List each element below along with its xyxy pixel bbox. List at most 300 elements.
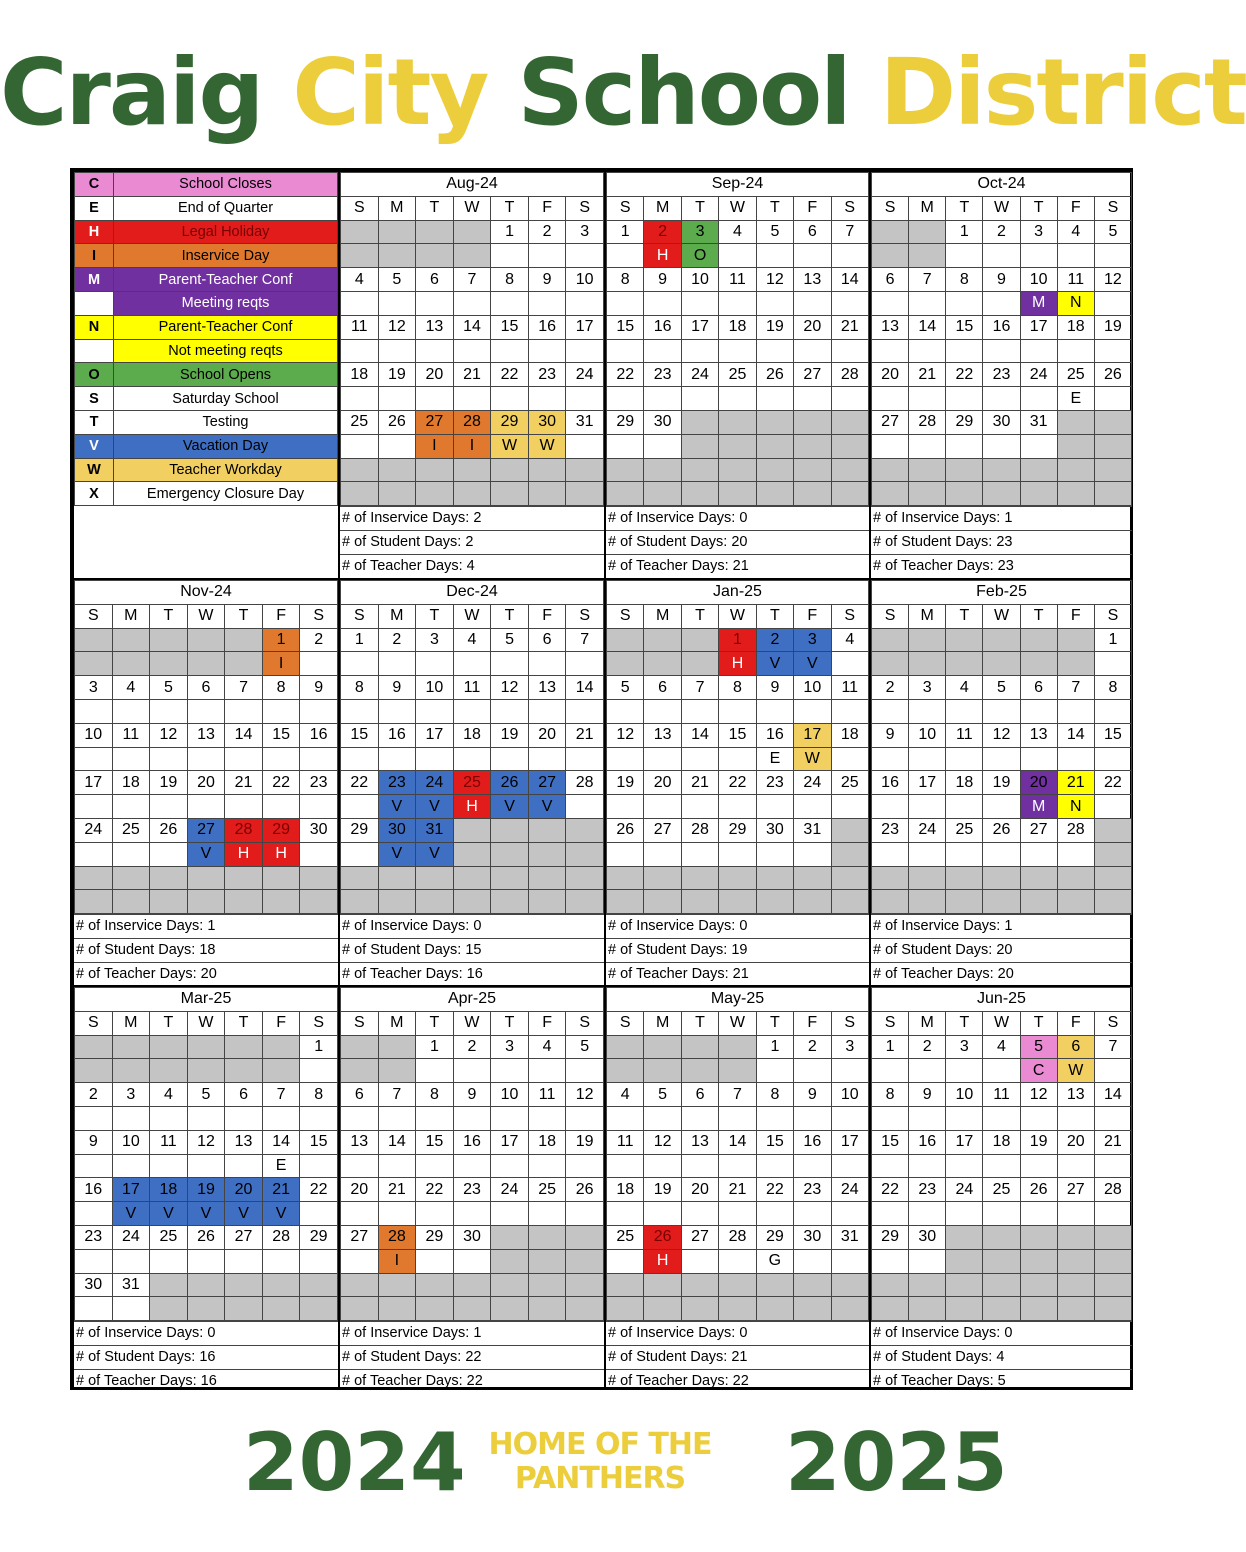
day-code [681,1249,718,1273]
month-oct-24 [870,171,1133,579]
day-of-week: W [983,1011,1020,1035]
empty-day [1057,482,1094,506]
day-of-week: M [112,604,150,628]
empty-day [416,1297,454,1321]
stat-line: # of Student Days: 19 [606,938,869,962]
day-code [794,842,831,866]
day-number: 19 [566,1130,604,1154]
day-code: V [187,842,225,866]
day-code [453,1059,491,1083]
day-number: 18 [946,771,983,795]
day-code [566,747,604,771]
day-code [300,1249,338,1273]
day-code [225,1106,263,1130]
empty-day [946,652,983,676]
day-code [909,291,946,315]
motto-line-2: PANTHERS [514,1461,686,1496]
empty-day [607,628,644,652]
day-code: V [528,795,566,819]
legend-code-n [75,339,114,363]
day-of-week: S [1094,604,1131,628]
empty-day [794,482,831,506]
empty-day [150,1035,188,1059]
empty-day [1020,628,1057,652]
day-code [416,652,454,676]
empty-day [831,818,868,842]
day-number: 24 [831,1178,868,1202]
day-code [341,1202,379,1226]
empty-day [909,628,946,652]
day-of-week: F [1057,604,1094,628]
day-number: 16 [75,1178,113,1202]
day-number: 3 [491,1035,529,1059]
day-code [983,795,1020,819]
month-stats [340,1321,604,1392]
day-code [416,291,454,315]
empty-day [528,818,566,842]
day-number: 11 [607,1130,644,1154]
legend-label: School Closes [114,173,338,197]
empty-day [946,1273,983,1297]
empty-day [1094,818,1131,842]
day-number: 1 [416,1035,454,1059]
day-number: 23 [453,1178,491,1202]
day-number: 14 [1057,723,1094,747]
day-number: 8 [300,1083,338,1107]
empty-day [1057,1249,1094,1273]
day-code [831,291,868,315]
day-number: 1 [756,1035,793,1059]
empty-day [150,652,188,676]
day-number: 2 [909,1035,946,1059]
day-code [983,1202,1020,1226]
empty-day [909,220,946,244]
day-number: 12 [756,268,793,292]
empty-day [262,1059,300,1083]
empty-day [756,458,793,482]
day-number: 22 [416,1178,454,1202]
day-code [75,699,113,723]
empty-day [719,1035,756,1059]
empty-day [831,410,868,434]
day-number: 25 [831,771,868,795]
day-code [794,1202,831,1226]
legend-code-s: S [75,387,114,411]
day-of-week: T [491,1011,529,1035]
day-code: G [756,1249,793,1273]
day-code [453,291,491,315]
day-number: 17 [1020,315,1057,339]
day-number: 7 [378,1083,416,1107]
empty-day [225,1035,263,1059]
day-number: 18 [453,723,491,747]
day-code [644,1202,681,1226]
day-code: H [644,1249,681,1273]
day-number: 10 [112,1130,150,1154]
empty-day [566,818,604,842]
empty-day [644,890,681,914]
day-of-week: T [416,1011,454,1035]
day-number: 20 [416,363,454,387]
day-number: 11 [341,315,379,339]
day-code: H [719,652,756,676]
empty-day [909,1297,946,1321]
day-code [262,1249,300,1273]
legend-label: Not meeting reqts [114,339,338,363]
empty-day [909,890,946,914]
month-table [340,987,604,1321]
day-code [187,747,225,771]
day-code [644,339,681,363]
day-code [872,1059,909,1083]
day-of-week: M [909,196,946,220]
stat-line: # of Teacher Days: 22 [340,1369,604,1393]
empty-day [491,482,529,506]
day-code [341,387,379,411]
day-number: 19 [1094,315,1131,339]
day-code [528,244,566,268]
day-number: 24 [681,363,718,387]
day-code [909,1154,946,1178]
day-number: 7 [719,1083,756,1107]
empty-day [756,434,793,458]
day-number: 28 [681,818,718,842]
day-code [341,747,379,771]
empty-day [262,1297,300,1321]
day-number: 29 [756,1225,793,1249]
day-of-week: S [300,604,338,628]
empty-day [1094,842,1131,866]
day-number: 24 [909,818,946,842]
day-code [528,1154,566,1178]
day-code [1094,244,1131,268]
day-code [644,291,681,315]
empty-day [946,628,983,652]
day-number: 30 [300,818,338,842]
empty-day [453,890,491,914]
empty-day [300,866,338,890]
stat-line: # of Teacher Days: 20 [871,962,1132,986]
day-code [681,842,718,866]
day-code [566,652,604,676]
day-code [453,747,491,771]
empty-day [872,1297,909,1321]
empty-day [756,890,793,914]
day-code [607,339,644,363]
day-number: 18 [341,363,379,387]
day-number: 5 [187,1083,225,1107]
day-number: 3 [75,676,113,700]
empty-day [1094,1273,1131,1297]
day-code [112,1297,150,1321]
day-number: 11 [831,676,868,700]
day-code [341,291,379,315]
day-number: 22 [300,1178,338,1202]
day-number: 16 [528,315,566,339]
day-number: 9 [75,1130,113,1154]
day-code [300,1202,338,1226]
day-code [946,1154,983,1178]
day-of-week: T [225,1011,263,1035]
day-of-week: M [644,196,681,220]
empty-day [341,482,379,506]
day-number: 4 [831,628,868,652]
day-code [528,747,566,771]
empty-day [909,458,946,482]
empty-day [983,482,1020,506]
stat-line: # of Inservice Days: 1 [871,506,1132,530]
day-number: 23 [528,363,566,387]
empty-day [262,890,300,914]
day-of-week: S [341,196,379,220]
day-number: 14 [831,268,868,292]
day-code: M [1020,795,1057,819]
day-code [794,339,831,363]
day-number: 3 [681,220,718,244]
day-code [300,1059,338,1083]
day-number: 17 [831,1130,868,1154]
day-number: 5 [756,220,793,244]
empty-day [187,890,225,914]
legend-label: Emergency Closure Day [114,482,338,506]
day-code [1094,387,1131,411]
empty-day [341,1273,379,1297]
day-number: 25 [983,1178,1020,1202]
day-number: 18 [607,1178,644,1202]
empty-day [719,434,756,458]
empty-day [681,628,718,652]
day-number: 22 [607,363,644,387]
day-code [719,1202,756,1226]
day-of-week: T [416,604,454,628]
day-number: 22 [491,363,529,387]
empty-day [491,1249,529,1273]
day-number: 2 [378,628,416,652]
empty-day [150,628,188,652]
day-code [225,795,263,819]
month-table [74,580,338,914]
empty-day [983,1273,1020,1297]
day-code [681,1154,718,1178]
empty-day [528,458,566,482]
empty-day [378,220,416,244]
day-code [1094,1154,1131,1178]
empty-day [1020,1273,1057,1297]
day-of-week: M [909,1011,946,1035]
day-code [607,699,644,723]
day-code [491,387,529,411]
day-code: I [416,434,454,458]
stat-line: # of Teacher Days: 4 [340,554,604,578]
day-of-week: S [607,1011,644,1035]
day-code [112,1249,150,1273]
empty-day [1057,410,1094,434]
month-stats [871,1321,1132,1392]
day-number: 19 [644,1178,681,1202]
day-number: 13 [187,723,225,747]
stat-line: # of Teacher Days: 16 [74,1369,338,1393]
day-number: 1 [872,1035,909,1059]
empty-day [528,1249,566,1273]
stat-line: # of Student Days: 20 [871,938,1132,962]
day-code [872,699,909,723]
day-code [1057,244,1094,268]
title-word-district: District [879,39,1246,146]
day-number: 21 [1057,771,1094,795]
empty-day [491,1273,529,1297]
day-number: 5 [644,1083,681,1107]
day-code: E [1057,387,1094,411]
day-code [378,339,416,363]
day-code [150,1106,188,1130]
year-right: 2025 [785,1416,1008,1509]
empty-day [225,866,263,890]
day-code [794,795,831,819]
day-of-week: S [341,1011,379,1035]
day-number: 14 [566,676,604,700]
footer [0,1418,1200,1518]
empty-day [909,1273,946,1297]
empty-day [1020,1225,1057,1249]
day-number: 30 [75,1273,113,1297]
day-code [644,1154,681,1178]
day-number: 3 [566,220,604,244]
day-code: C [1020,1059,1057,1083]
empty-day [187,1035,225,1059]
empty-day [1094,1225,1131,1249]
day-number: 6 [1057,1035,1094,1059]
day-number: 10 [566,268,604,292]
day-code [1057,339,1094,363]
day-number: 28 [909,410,946,434]
day-number: 27 [225,1225,263,1249]
day-code [909,387,946,411]
empty-day [756,1273,793,1297]
day-number: 27 [794,363,831,387]
day-number: 8 [341,676,379,700]
day-code [378,652,416,676]
empty-day [112,1035,150,1059]
day-code [112,842,150,866]
day-code [416,1202,454,1226]
stat-line: # of Inservice Days: 0 [606,1321,869,1345]
day-code [983,1154,1020,1178]
empty-day [681,652,718,676]
day-code [566,1202,604,1226]
title-word-city: City [292,39,488,146]
empty-day [872,890,909,914]
day-number: 10 [416,676,454,700]
month-title: Jun-25 [872,988,1132,1012]
empty-day [831,458,868,482]
day-number: 8 [946,268,983,292]
day-number: 13 [794,268,831,292]
day-number: 2 [983,220,1020,244]
empty-day [150,866,188,890]
day-code [112,1106,150,1130]
day-code [300,1106,338,1130]
day-code [1057,1202,1094,1226]
day-code [225,1154,263,1178]
day-code [946,747,983,771]
empty-day [1094,1249,1131,1273]
day-code [946,842,983,866]
legend-blank [75,529,114,552]
day-number: 12 [187,1130,225,1154]
empty-day [1057,890,1094,914]
empty-day [262,1273,300,1297]
day-number: 21 [681,771,718,795]
day-code [453,652,491,676]
day-of-week: F [528,604,566,628]
day-number: 8 [872,1083,909,1107]
day-number: 20 [872,363,909,387]
day-code: V [225,1202,263,1226]
day-number: 19 [1020,1130,1057,1154]
day-code [528,1106,566,1130]
day-of-week: T [946,604,983,628]
month-mar-25 [73,986,339,1390]
day-code [150,699,188,723]
legend-blank [75,506,114,529]
day-of-week: W [187,604,225,628]
day-code [681,699,718,723]
day-number: 28 [378,1225,416,1249]
day-code: E [262,1154,300,1178]
day-number: 3 [112,1083,150,1107]
empty-day [453,818,491,842]
day-number: 17 [681,315,718,339]
legend-label: Vacation Day [114,434,338,458]
empty-day [566,482,604,506]
empty-day [566,1225,604,1249]
day-number: 31 [794,818,831,842]
day-code [644,434,681,458]
day-code: M [1020,291,1057,315]
day-number: 6 [1020,676,1057,700]
legend-code-o: O [75,363,114,387]
month-title: Aug-24 [341,173,604,197]
day-code [607,244,644,268]
empty-day [644,866,681,890]
day-number: 17 [416,723,454,747]
day-code [528,652,566,676]
legend-code-n: N [75,315,114,339]
day-number: 27 [1020,818,1057,842]
day-number: 1 [491,220,529,244]
day-code [566,1106,604,1130]
empty-day [607,482,644,506]
month-stats [606,506,869,577]
empty-day [1057,1297,1094,1321]
empty-day [1094,890,1131,914]
day-number: 26 [187,1225,225,1249]
day-number: 25 [1057,363,1094,387]
day-of-week: W [187,1011,225,1035]
day-code [1020,387,1057,411]
day-number: 11 [719,268,756,292]
day-number: 11 [983,1083,1020,1107]
day-code [756,795,793,819]
day-code: V [378,842,416,866]
empty-day [341,458,379,482]
day-number: 30 [756,818,793,842]
day-code: H [453,795,491,819]
legend-label: Parent-Teacher Conf [114,315,338,339]
day-number: 21 [909,363,946,387]
month-title: May-25 [607,988,869,1012]
day-of-week: S [566,196,604,220]
